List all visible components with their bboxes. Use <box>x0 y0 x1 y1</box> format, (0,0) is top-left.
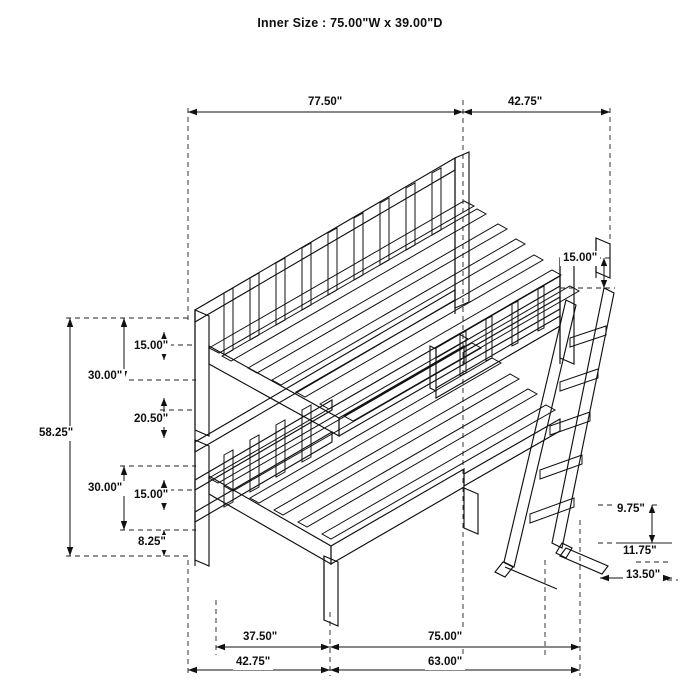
dim-ladder-step-rise: 9.75" <box>614 502 648 517</box>
dim-mid-clearance: 20.50" <box>131 412 171 427</box>
dim-ladder-base-depth: 13.50" <box>623 568 663 583</box>
page-title: Inner Size : 75.00"W x 39.00"D <box>257 16 443 30</box>
dim-bottom-left-inner: 37.50" <box>240 630 280 645</box>
dim-bottom-left-outer: 42.75" <box>233 655 273 670</box>
dim-bottom-right-inner: 75.00" <box>425 630 465 645</box>
top-dimension-lines <box>188 109 610 115</box>
dim-floor-clearance: 8.25" <box>135 535 169 550</box>
dim-lower-section-height: 30.00" <box>85 481 125 496</box>
dim-top-left-width: 77.50" <box>305 95 345 110</box>
dim-ladder-foot-offset: 11.75" <box>620 544 660 559</box>
dim-upper-rail-height: 15.00" <box>131 339 171 354</box>
dim-lower-rail-height: 15.00" <box>131 488 171 503</box>
dim-left-overall-height: 58.25" <box>36 426 76 441</box>
extension-lines <box>66 100 678 676</box>
dim-bottom-right-outer: 63.00" <box>425 655 465 670</box>
bunk-bed-drawing <box>195 152 614 626</box>
dim-right-guard-height: 15.00" <box>560 251 600 266</box>
dim-upper-section-height: 30.00" <box>85 369 125 384</box>
dim-top-right-width: 42.75" <box>505 95 545 110</box>
